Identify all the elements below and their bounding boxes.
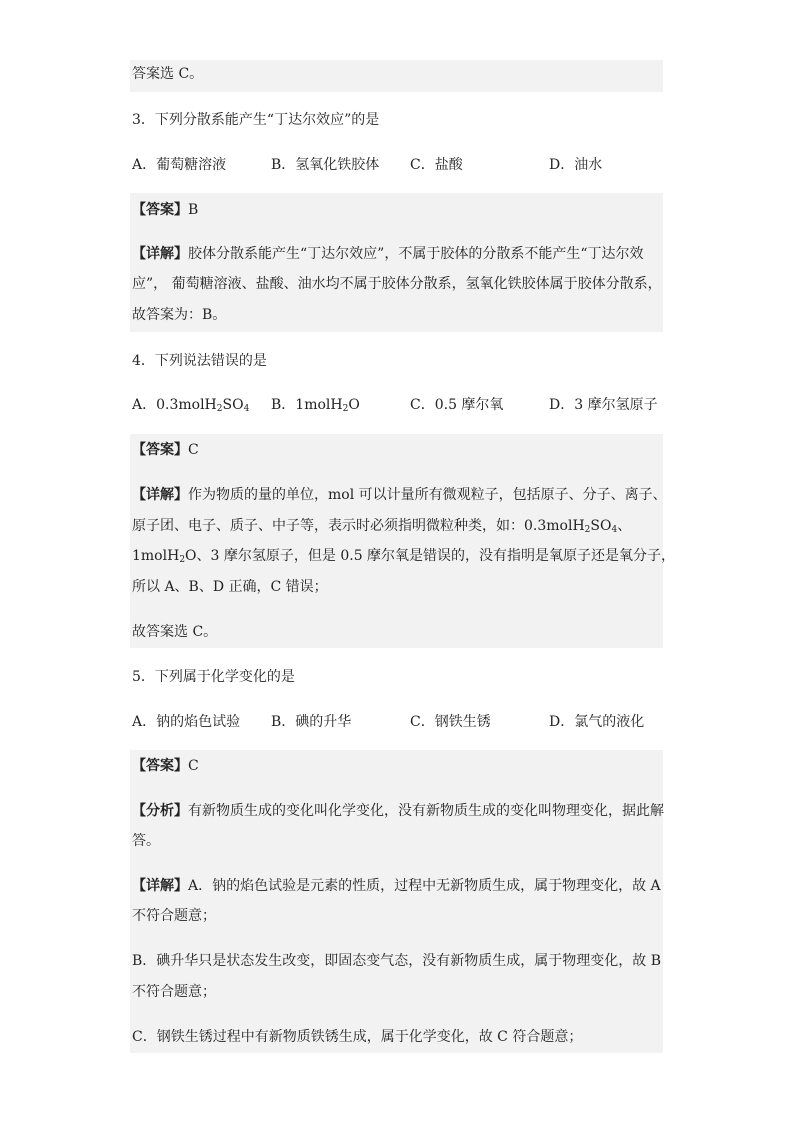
q5-analysis-line-2: 答。 bbox=[132, 833, 160, 849]
q4-detail-label: 【详解】 bbox=[132, 487, 188, 503]
answer-block-q4 bbox=[130, 434, 663, 648]
q4-final-answer: 故答案选 C。 bbox=[132, 624, 218, 640]
q5-analysis-text-1: 有新物质生成的变化叫化学变化，没有新物质生成的变化叫物理变化，据此解 bbox=[188, 803, 664, 819]
q4-option-b bbox=[271, 395, 360, 415]
answer-block-top bbox=[130, 60, 663, 92]
q3-answer bbox=[132, 200, 198, 220]
q5-answer bbox=[132, 756, 199, 776]
answer-block-q5 bbox=[130, 750, 663, 1053]
q4-detail-2-sub1: 2 bbox=[584, 525, 591, 535]
q4-option-c: C．0.5 摩尔氧 bbox=[410, 397, 504, 413]
q4-option-a-mid: SO bbox=[222, 397, 244, 413]
q5-detail-a-line-1 bbox=[132, 876, 661, 896]
q4-option-a-prefix: A．0.3molH bbox=[132, 397, 217, 413]
q4-answer-label: 【答案】 bbox=[132, 442, 188, 458]
q5-stem: 5．下列属于化学变化的是 bbox=[132, 669, 295, 685]
q5-answer-value: C bbox=[188, 758, 199, 774]
q4-detail-2-sub2: 4 bbox=[611, 525, 618, 535]
q3-answer-value: B bbox=[188, 202, 199, 218]
q4-option-a bbox=[132, 395, 249, 415]
q5-option-a: A．钠的焰色试验 bbox=[132, 714, 241, 730]
q5-option-d: D．氯气的液化 bbox=[549, 714, 645, 730]
q4-detail-line-1 bbox=[132, 485, 667, 505]
q3-stem: 3．下列分散系能产生“丁达尔效应”的是 bbox=[132, 112, 380, 128]
q3-option-d: D．油水 bbox=[549, 157, 603, 173]
q4-detail-line-2 bbox=[132, 516, 631, 536]
q5-detail-b-line-1: B．碘升华只是状态发生改变，即固态变气态，没有新物质生成，属于物理变化，故 B bbox=[132, 953, 662, 969]
q4-detail-2-suffix: 、 bbox=[617, 518, 632, 534]
q5-detail-c-line: C．钢铁生锈过程中有新物质铁锈生成，属于化学变化，故 C 符合题意； bbox=[132, 1029, 583, 1045]
q3-detail-line-2: 应”， 葡萄糖溶液、盐酸、油水均不属于胶体分散系，氢氧化铁胶体属于胶体分散系， bbox=[132, 276, 662, 292]
q5-detail-a-text-1: A．钠的焰色试验是元素的性质，过程中无新物质生成，属于物理变化，故 A bbox=[188, 878, 661, 894]
q4-option-a-sub2: 4 bbox=[243, 404, 250, 414]
q5-answer-label: 【答案】 bbox=[132, 758, 188, 774]
q4-option-b-suffix: O bbox=[348, 397, 360, 413]
q4-detail-2-prefix: 原子团、电子、质子、中子等，表示时必须指明微粒种类，如：0.3molH bbox=[132, 518, 585, 534]
q3-answer-label: 【答案】 bbox=[132, 202, 188, 218]
q4-stem: 4．下列说法错误的是 bbox=[132, 353, 267, 369]
q5-analysis-line-1 bbox=[132, 801, 664, 821]
q5-analysis-label: 【分析】 bbox=[132, 803, 188, 819]
q4-option-b-sub: 2 bbox=[342, 404, 349, 414]
q3-detail-line-1 bbox=[132, 244, 643, 264]
q4-detail-line-4: 所以 A、B、D 正确，C 错误； bbox=[132, 579, 328, 595]
q4-option-d: D．3 摩尔氢原子 bbox=[549, 397, 658, 413]
q3-option-a: A．葡萄糖溶液 bbox=[132, 157, 227, 173]
q4-answer-value: C bbox=[188, 442, 199, 458]
q5-option-c: C．钢铁生锈 bbox=[410, 714, 491, 730]
q3-option-b: B．氢氧化铁胶体 bbox=[271, 157, 380, 173]
q3-detail-line-3: 故答案为：B。 bbox=[132, 307, 227, 323]
q4-detail-3-prefix: 1molH bbox=[132, 548, 180, 564]
q3-detail-label: 【详解】 bbox=[132, 246, 188, 262]
q3-detail-text-1: 胶体分散系能产生“丁达尔效应”，不属于胶体的分散系不能产生“丁达尔效 bbox=[188, 246, 644, 262]
q4-option-b-prefix: B．1molH bbox=[271, 397, 343, 413]
q3-option-c: C．盐酸 bbox=[410, 157, 463, 173]
q5-option-b: B．碘的升华 bbox=[271, 714, 352, 730]
q4-detail-3-sub: 2 bbox=[179, 555, 186, 565]
q4-detail-3-suffix: O、3 摩尔氢原子，但是 0.5 摩尔氧是错误的，没有指明是氧原子还是氧分子， bbox=[185, 548, 676, 564]
q5-detail-a-line-2: 不符合题意； bbox=[132, 908, 216, 924]
q4-detail-2-mid: SO bbox=[590, 518, 612, 534]
q4-answer bbox=[132, 440, 199, 460]
q5-detail-label: 【详解】 bbox=[132, 878, 188, 894]
q4-option-a-sub1: 2 bbox=[216, 404, 223, 414]
q4-detail-text-1: 作为物质的量的单位，mol 可以计量所有微观粒子，包括原子、分子、离子、 bbox=[188, 487, 667, 503]
top-answer: 答案选 C。 bbox=[132, 66, 204, 82]
q4-detail-line-3 bbox=[132, 546, 675, 566]
q5-detail-b-line-2: 不符合题意； bbox=[132, 984, 216, 1000]
